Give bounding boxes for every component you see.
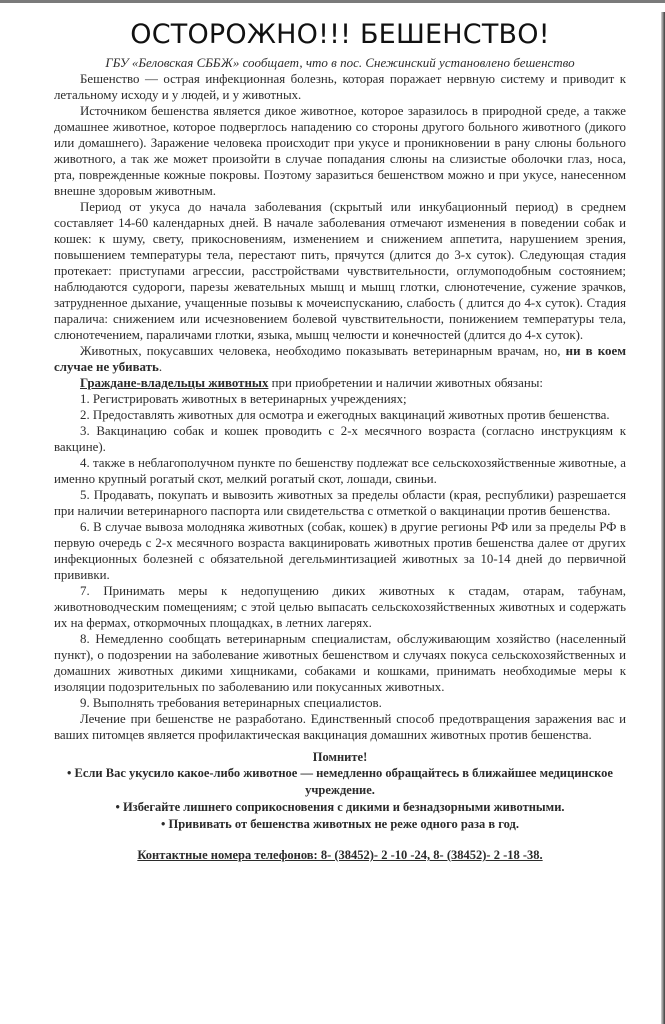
bitten-text: Животных, покусавших человека, необходимо показывать ветеринарным врачам, но,: [80, 344, 566, 358]
remember-bullet: • Прививать от бешенства животных не реже одного раза в год.: [160, 817, 519, 831]
notice-document: [54, 18, 626, 863]
remember-heading: Помните!: [312, 750, 368, 764]
bitten-end: .: [158, 360, 163, 374]
paragraph-treatment: Лечение при бешенстве не разработано. Единственный способ предотвращения заражения вас и ваших питомцев является профилактическая вакцинация домашних животных против бешенства.: [54, 712, 626, 742]
obligation-item: 6. В случае вывоза молодняка животных (собак, кошек) в другие регионы РФ или за пределы РФ в первую очередь с 2-х месячного возраста вакцинировать животных против бешенства далее от других инфекционных болезней с обязательной дегельминтизацией животных за 10-14 дней до первичной прививки.: [54, 520, 626, 582]
contact-phones: Контактные номера телефонов: 8- (38452)- 2 -10 -24, 8- (38452)- 2 -18 -38.: [137, 848, 543, 862]
do-not-kill-warning: ни в коем случае не убивать: [54, 344, 627, 374]
obligation-item: 7. Принимать меры к недопущению диких животных к стадам, отарам, табунам, животноводческим помещениям; с этой целью выпасать сельскохозяйственных животных и содержать их на фермах, откормочных площадках, в летних лагерях.: [54, 584, 626, 630]
paragraph-period: Период от укуса до начала заболевания (скрытый или инкубационный период) в среднем составляет 14-60 календарных дней. В начале заболевания отмечают изменения в поведении собак и кошек: к шуму, свету, прикосновениям, изменением и снижением аппетита, нарушением зрения, повышением температуры тела, перестают пить, прячутся (длится до 3-х суток). Следующая стадия протекает: приступами агрессии, расстройствами чувствительности, оглумоподобным состоянием; наблюдаются судороги, парезы жевательных мышц и мышц глотки, слюнотечение, сужение зрачков, затрудненное дыхание, учащенные позывы к мочеиспусканию, слабость ( длится до 4-х суток). Стадия паралича: снижением или исчезновением болевой чувствительности, понижением температуры тела, слюнотечением, параличами глотки, языка, мышц челюсти и конечностей (длится до 4-х суток).: [54, 200, 626, 342]
obligation-item: 8. Немедленно сообщать ветеринарным специалистам, обслуживающим хозяйство (населенный пункт), о подозрении на заболевание животных бешенством и случаях покуса сельскохозяйственных и домашних животных дикими хищниками, собаками и кошками, принимать необходимые меры к изоляции подозрительных по заболеванию или покусанных животных.: [54, 632, 626, 694]
obligation-item: 3. Вакцинацию собак и кошек проводить с 2-х месячного возраста (согласно инструкциям к вакцине).: [54, 424, 626, 454]
obligation-item: 2. Предоставлять животных для осмотра и ежегодных вакцинаций животных против бешенства.: [80, 408, 610, 422]
paragraph-owners: [54, 375, 626, 391]
owners-heading: Граждане-владельцы животных: [80, 376, 269, 390]
paragraph-bitten-animals: [54, 343, 626, 375]
remember-bullet: • Избегайте лишнего соприкосновения с дикими и безнадзорными животными.: [115, 800, 565, 814]
notice-title: ОСТОРОЖНО!!! БЕШЕНСТВО!: [130, 19, 550, 50]
obligation-item: 4. также в неблагополучном пункте по бешенству подлежат все сельскохозяйственные животные, а именно крупный рогатый скот, мелкий рогатый скот, лошади, свиньи.: [54, 456, 626, 486]
notice-subtitle: ГБУ «Беловская СББЖ» сообщает, что в пос. Снежинский установлено бешенство: [105, 55, 575, 70]
owners-text: при приобретении и наличии животных обязаны:: [268, 376, 544, 390]
obligation-item: 5. Продавать, покупать и вывозить животных за пределы области (края, республики) разрешается при наличии ветеринарного паспорта или свидетельства с отметкой о вакцинации против бешенства.: [54, 488, 626, 518]
obligation-item: 9. Выполнять требования ветеринарных специалистов.: [80, 696, 382, 710]
remember-bullet: • Если Вас укусило какое-либо животное — немедленно обращайтесь в ближайшее медицинское учреждение.: [67, 766, 613, 797]
scan-right-edge: [661, 12, 665, 1024]
scan-top-border: [0, 0, 665, 3]
obligation-item: 1. Регистрировать животных в ветеринарных учреждениях;: [80, 392, 407, 406]
paragraph-source: Источником бешенства является дикое животное, которое заразилось в природной среде, а также домашнее животное, которое подверглось нападению со стороны другого больного животного (дикого или домашнего). Заражение человека происходит при укусе и проникновении в рану слюны больного животного, а так же может произойти в случае попадания слюны на слизистые оболочки глаз, носа, рта, поврежденные кожные покровы. Поэтому заразиться бешенством можно и при укусе, нанесенном внешне здоровым животным.: [54, 104, 626, 198]
paragraph-intro: Бешенство — острая инфекционная болезнь, которая поражает нервную систему и приводит к летальному исходу и у людей, и у животных.: [54, 72, 626, 102]
